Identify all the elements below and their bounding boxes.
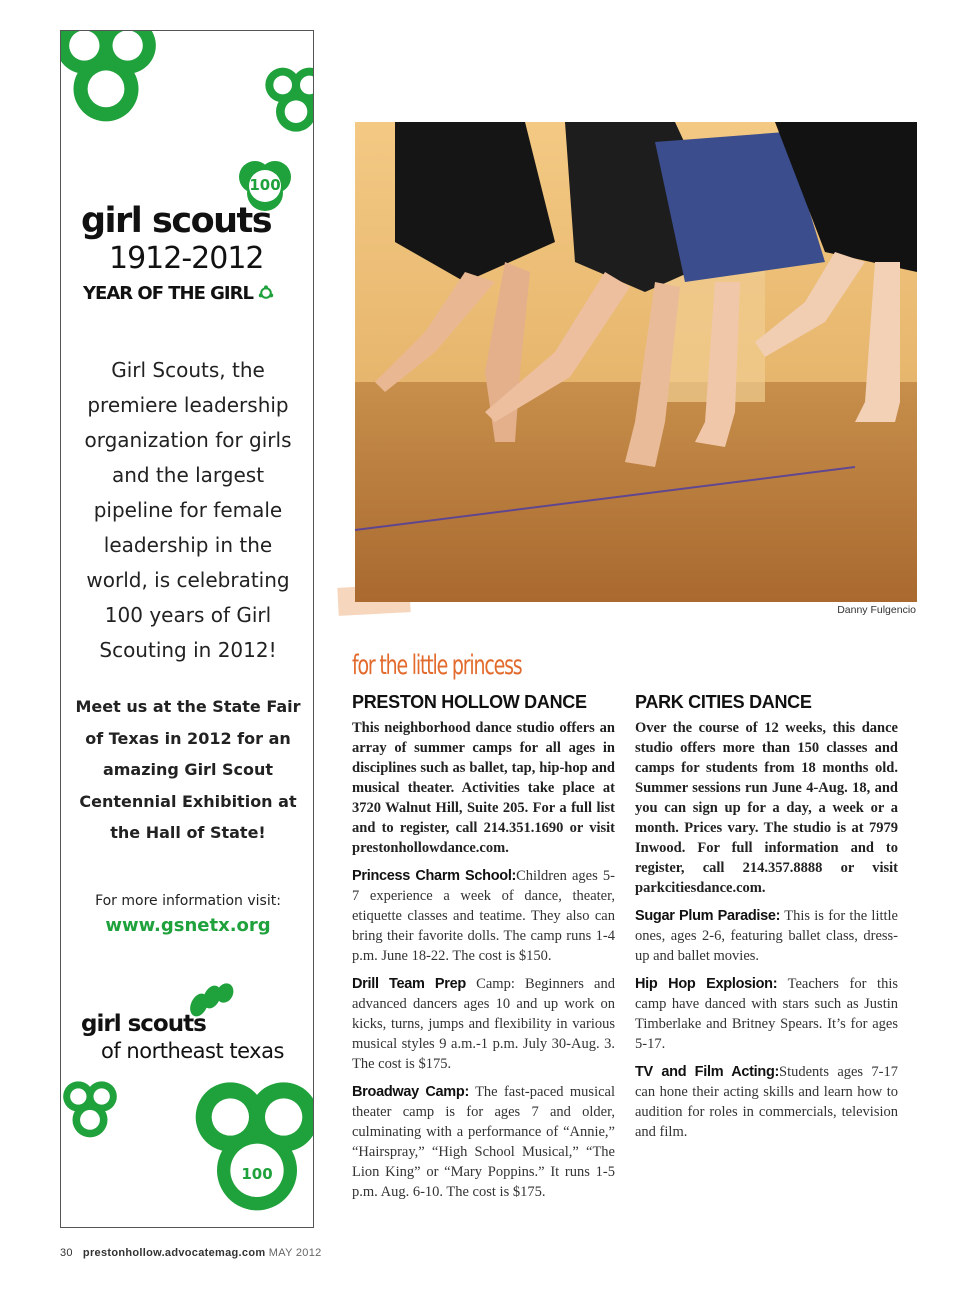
footer-issue: MAY 2012 [268,1247,322,1259]
ad-more-info: For more information visit: [95,893,281,909]
badge-number: 100 [249,176,281,194]
photo-credit: Danny Fulgencio [837,604,916,616]
ad-title: girl scouts [81,201,272,241]
camp-title: Hip Hop Explosion: [635,976,778,992]
camp-item [635,974,898,1054]
camp-item [352,866,615,966]
studio-heading: PRESTON HOLLOW DANCE [352,692,587,712]
badge-number: 100 [241,1165,273,1183]
camp-title: Broadway Camp: [352,1084,469,1100]
camp-item [635,906,898,966]
studio-heading: PARK CITIES DANCE [635,692,812,712]
section-title: for the little princess [352,650,522,681]
camp-text: The fast-paced musical theater camp is for ages 7 and older, culminating with a performance of “Annie,” “Hairspray,” “High School Musical,” “The Lion King” or “Mary Poppins.” It runs 1-5 p.m. Aug. 6-10. The cost is $175. [352,1084,616,1200]
camp-title: Drill Team Prep [352,976,466,992]
camp-title: Sugar Plum Paradise: [635,908,781,924]
camp-text: Children ages 5-7 experience a week of dance, theater, etiquette classes and teatime. They also can bring their favorite dolls. The camp runs 1-4 p.m. June 18-22. The cost is $150. [352,868,615,964]
ad-url-link[interactable]: www.gsnetx.org [105,915,271,936]
girl-scouts-ad [60,30,314,1228]
camp-title: Princess Charm School: [352,868,517,884]
trefoil-icon [261,65,314,145]
studio-intro: Over the course of 12 weeks, this dance studio offers more than 150 classes and camps for students from 18 months old. Summer sessions run June 4-Aug. 18, and you can sign up for a day, a week or a month. Prices vary. The studio is at 7979 Inwood. For full information and to register, call 214.357.8888 or visit parkcitiesdance.com. [635,720,898,896]
column-preston-hollow [352,692,615,1210]
camp-text: This is for the little ones, ages 2-6, featuring ballet class, dress-up and ballet movies. [635,908,898,964]
page-footer [60,1247,322,1259]
ad-meet-text: Meet us at the State Fair of Texas in 2012 for an amazing Girl Scout Centennial Exhibition at the Hall of State! [75,697,301,842]
ad-tagline [83,283,274,304]
column-park-cities [635,692,898,1150]
camp-text: Teachers for this camp have danced with stars such as Justin Timberlake and Britney Spears. It’s for ages 5-17. [635,976,898,1052]
camp-text: Camp: Beginners and advanced dancers ages 10 and up work on kicks, turns, jumps and flexibility in various musical styles 9 a.m.-1 p.m. July 30-Aug. 3. The cost is $175. [352,976,615,1072]
camp-item [352,974,615,1074]
ad-org-name: girl scouts [81,1011,206,1037]
ad-body: Girl Scouts, the premiere leadership organization for girls and the largest pipeline for female leadership in the world, is celebrating 100 years of Girl Scouting in 2012! [84,358,292,662]
small-trefoil-icon [258,285,274,301]
trefoil-icon [60,1079,121,1149]
camp-title: TV and Film Acting: [635,1064,780,1080]
studio-intro: This neighborhood dance studio offers an array of summer camps for all ages in disciplines such as ballet, tap, hip-hop and musical theater. Activities take place at 3720 Walnut Hill, Suite 205. For a full list and to register, call 214.351.1690 or visit prestonhollowdance.com. [352,720,615,856]
page-number: 30 [60,1247,73,1259]
footer-site: prestonhollow.advocatemag.com [82,1247,266,1259]
ad-org-region: of northeast texas [101,1039,284,1063]
photo-frame [334,108,924,618]
camp-item [352,1082,615,1202]
dance-class-photo [355,122,917,602]
camp-item [635,1062,898,1142]
ad-years: 1912-2012 [109,241,264,276]
camp-text: Students ages 7-17 can hone their acting skills and learn how to audition for roles in commercials, television and film. [635,1064,898,1140]
tagline-text: YEAR OF THE GIRL [83,283,253,304]
centennial-badge-large-icon [187,1077,314,1228]
trefoil-icon [60,30,161,143]
